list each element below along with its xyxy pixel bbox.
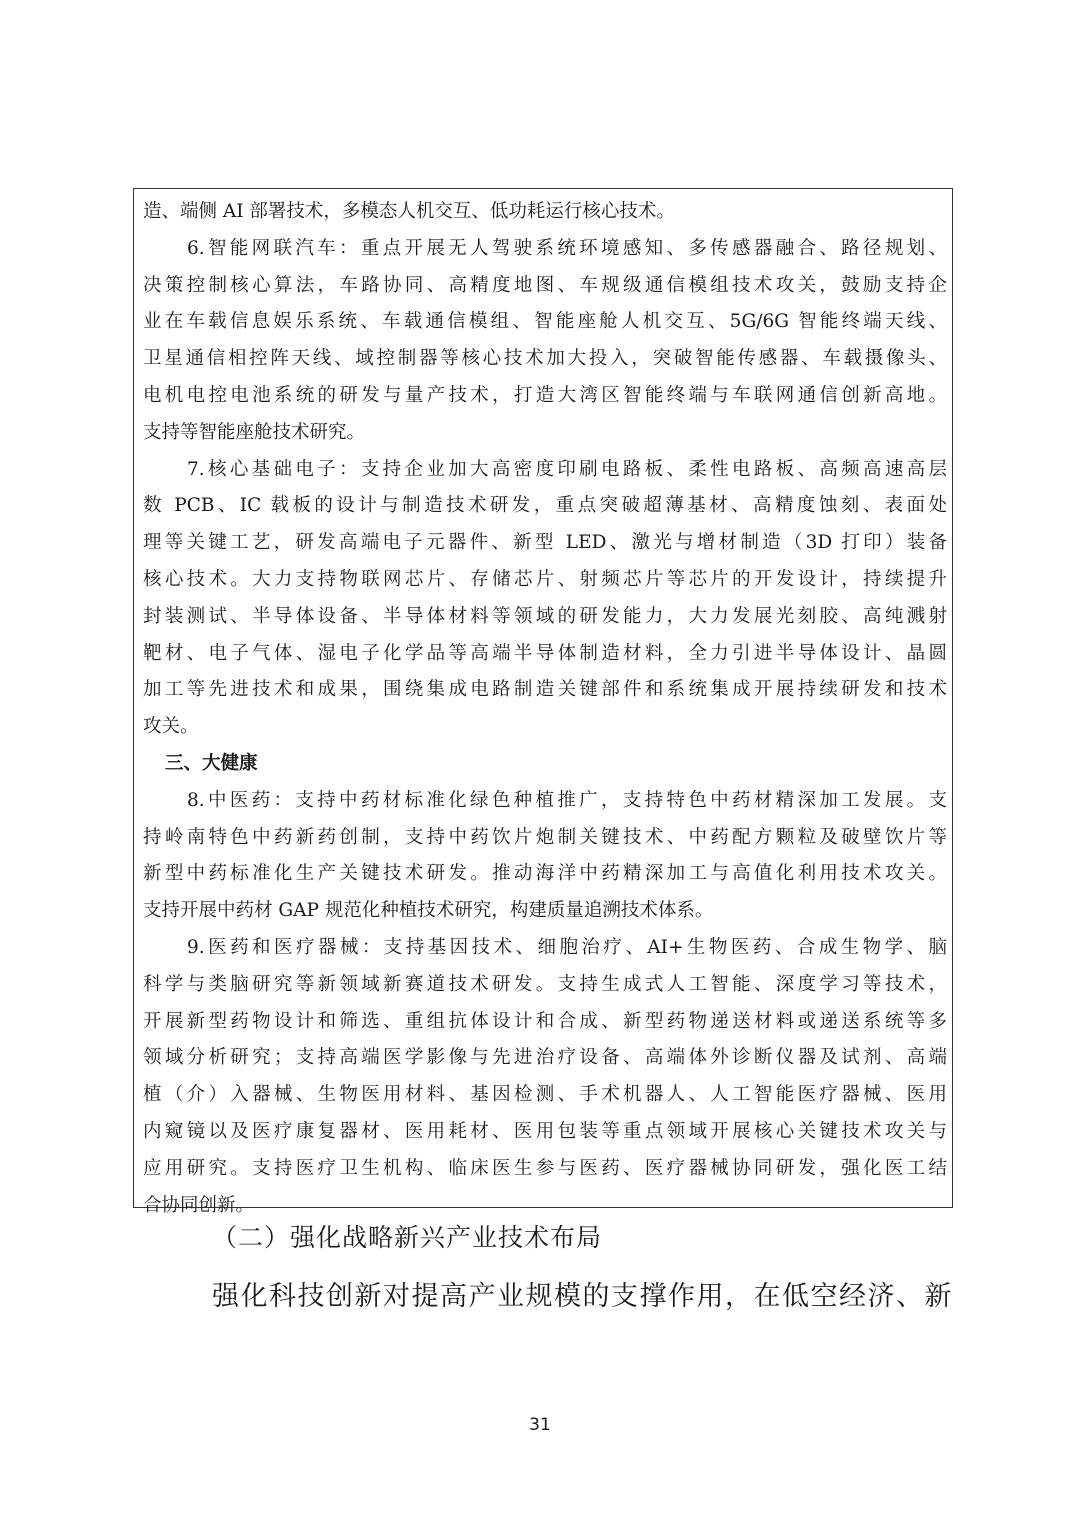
text-line: 攻关。 xyxy=(143,716,199,738)
text-line: 合协同创新。 xyxy=(143,1194,255,1216)
box-text xyxy=(143,194,947,1224)
text-line: 开展新型药物设计和筛选、重组抗体设计和合成、新型药物递送材料或递送系统等多 xyxy=(143,1010,947,1032)
section-heading: （二）强化战略新兴产业技术布局 xyxy=(212,1223,603,1252)
text-line: 数 PCB、IC 载板的设计与制造技术研发，重点突破超薄基材、高精度蚀刻、表面处 xyxy=(143,495,947,517)
text-line: 领域分析研究；支持高端医学影像与先进治疗设备、高端体外诊断仪器及试剂、高端 xyxy=(143,1047,947,1069)
text-line: 新型中药标准化生产关键技术研发。推动海洋中药精深加工与高值化利用技术攻关。 xyxy=(143,863,947,885)
text-line: 核心技术。大力支持物联网芯片、存储芯片、射频芯片等芯片的开发设计，持续提升 xyxy=(143,568,947,590)
text-line: 应用研究。支持医疗卫生机构、临床医生参与医药、医疗器械协同研发，强化医工结 xyxy=(143,1157,947,1179)
text-line: 支持开展中药材 GAP 规范化种植技术研究，构建质量追溯技术体系。 xyxy=(143,900,714,922)
body-paragraph: 强化科技创新对提高产业规模的支撑作用，在低空经济、新 xyxy=(212,1281,953,1312)
text-line: 科学与类脑研究等新领域新赛道技术研发。支持生成式人工智能、深度学习等技术， xyxy=(143,973,947,995)
text-line: 封装测试、半导体设备、半导体材料等领域的研发能力，大力发展光刻胶、高纯溅射 xyxy=(143,605,947,627)
text-line: 6.智能网联汽车：重点开展无人驾驶系统环境感知、多传感器融合、路径规划、 xyxy=(187,237,947,259)
page-number: 31 xyxy=(529,1415,551,1435)
text-line: 决策控制核心算法，车路协同、高精度地图、车规级通信模组技术攻关，鼓励支持企 xyxy=(143,274,947,296)
text-line: 卫星通信相控阵天线、域控制器等核心技术加大投入，突破智能传感器、车载摄像头、 xyxy=(143,348,947,370)
text-line: 内窥镜以及医疗康复器材、医用耗材、医用包装等重点领域开展核心关键技术攻关与 xyxy=(143,1120,947,1142)
text-line: 造、端侧 AI 部署技术，多模态人机交互、低功耗运行核心技术。 xyxy=(143,201,675,222)
text-line: 电机电控电池系统的研发与量产技术，打造大湾区智能终端与车联网通信创新高地。 xyxy=(143,384,947,406)
text-line: 靶材、电子气体、湿电子化学品等高端半导体制造材料，全力引进半导体设计、晶圆 xyxy=(143,642,947,664)
text-line: 7.核心基础电子：支持企业加大高密度印刷电路板、柔性电路板、高频高速高层 xyxy=(187,458,947,480)
text-line: 理等关键工艺，研发高端电子元器件、新型 LED、激光与增材制造（3D 打印）装备 xyxy=(143,532,947,554)
text-line: 加工等先进技术和成果，围绕集成电路制造关键部件和系统集成开展持续研发和技术 xyxy=(143,679,947,701)
text-line: 持岭南特色中药新药创制，支持中药饮片炮制关键技术、中药配方颗粒及破壁饮片等 xyxy=(143,826,947,848)
text-line: 业在车载信息娱乐系统、车载通信模组、智能座舱人机交互、5G/6G 智能终端天线、 xyxy=(143,311,947,333)
section-title: 三、大健康 xyxy=(165,752,258,774)
text-line: 植（介）入器械、生物医用材料、基因检测、手术机器人、人工智能医疗器械、医用 xyxy=(143,1084,947,1106)
text-line: 8.中医药：支持中药材标准化绿色种植推广，支持特色中药材精深加工发展。支 xyxy=(187,789,947,811)
text-line: 支持等智能座舱技术研究。 xyxy=(143,421,366,443)
text-line: 9.医药和医疗器械：支持基因技术、细胞治疗、AI+生物医药、合成生物学、脑 xyxy=(187,936,947,958)
